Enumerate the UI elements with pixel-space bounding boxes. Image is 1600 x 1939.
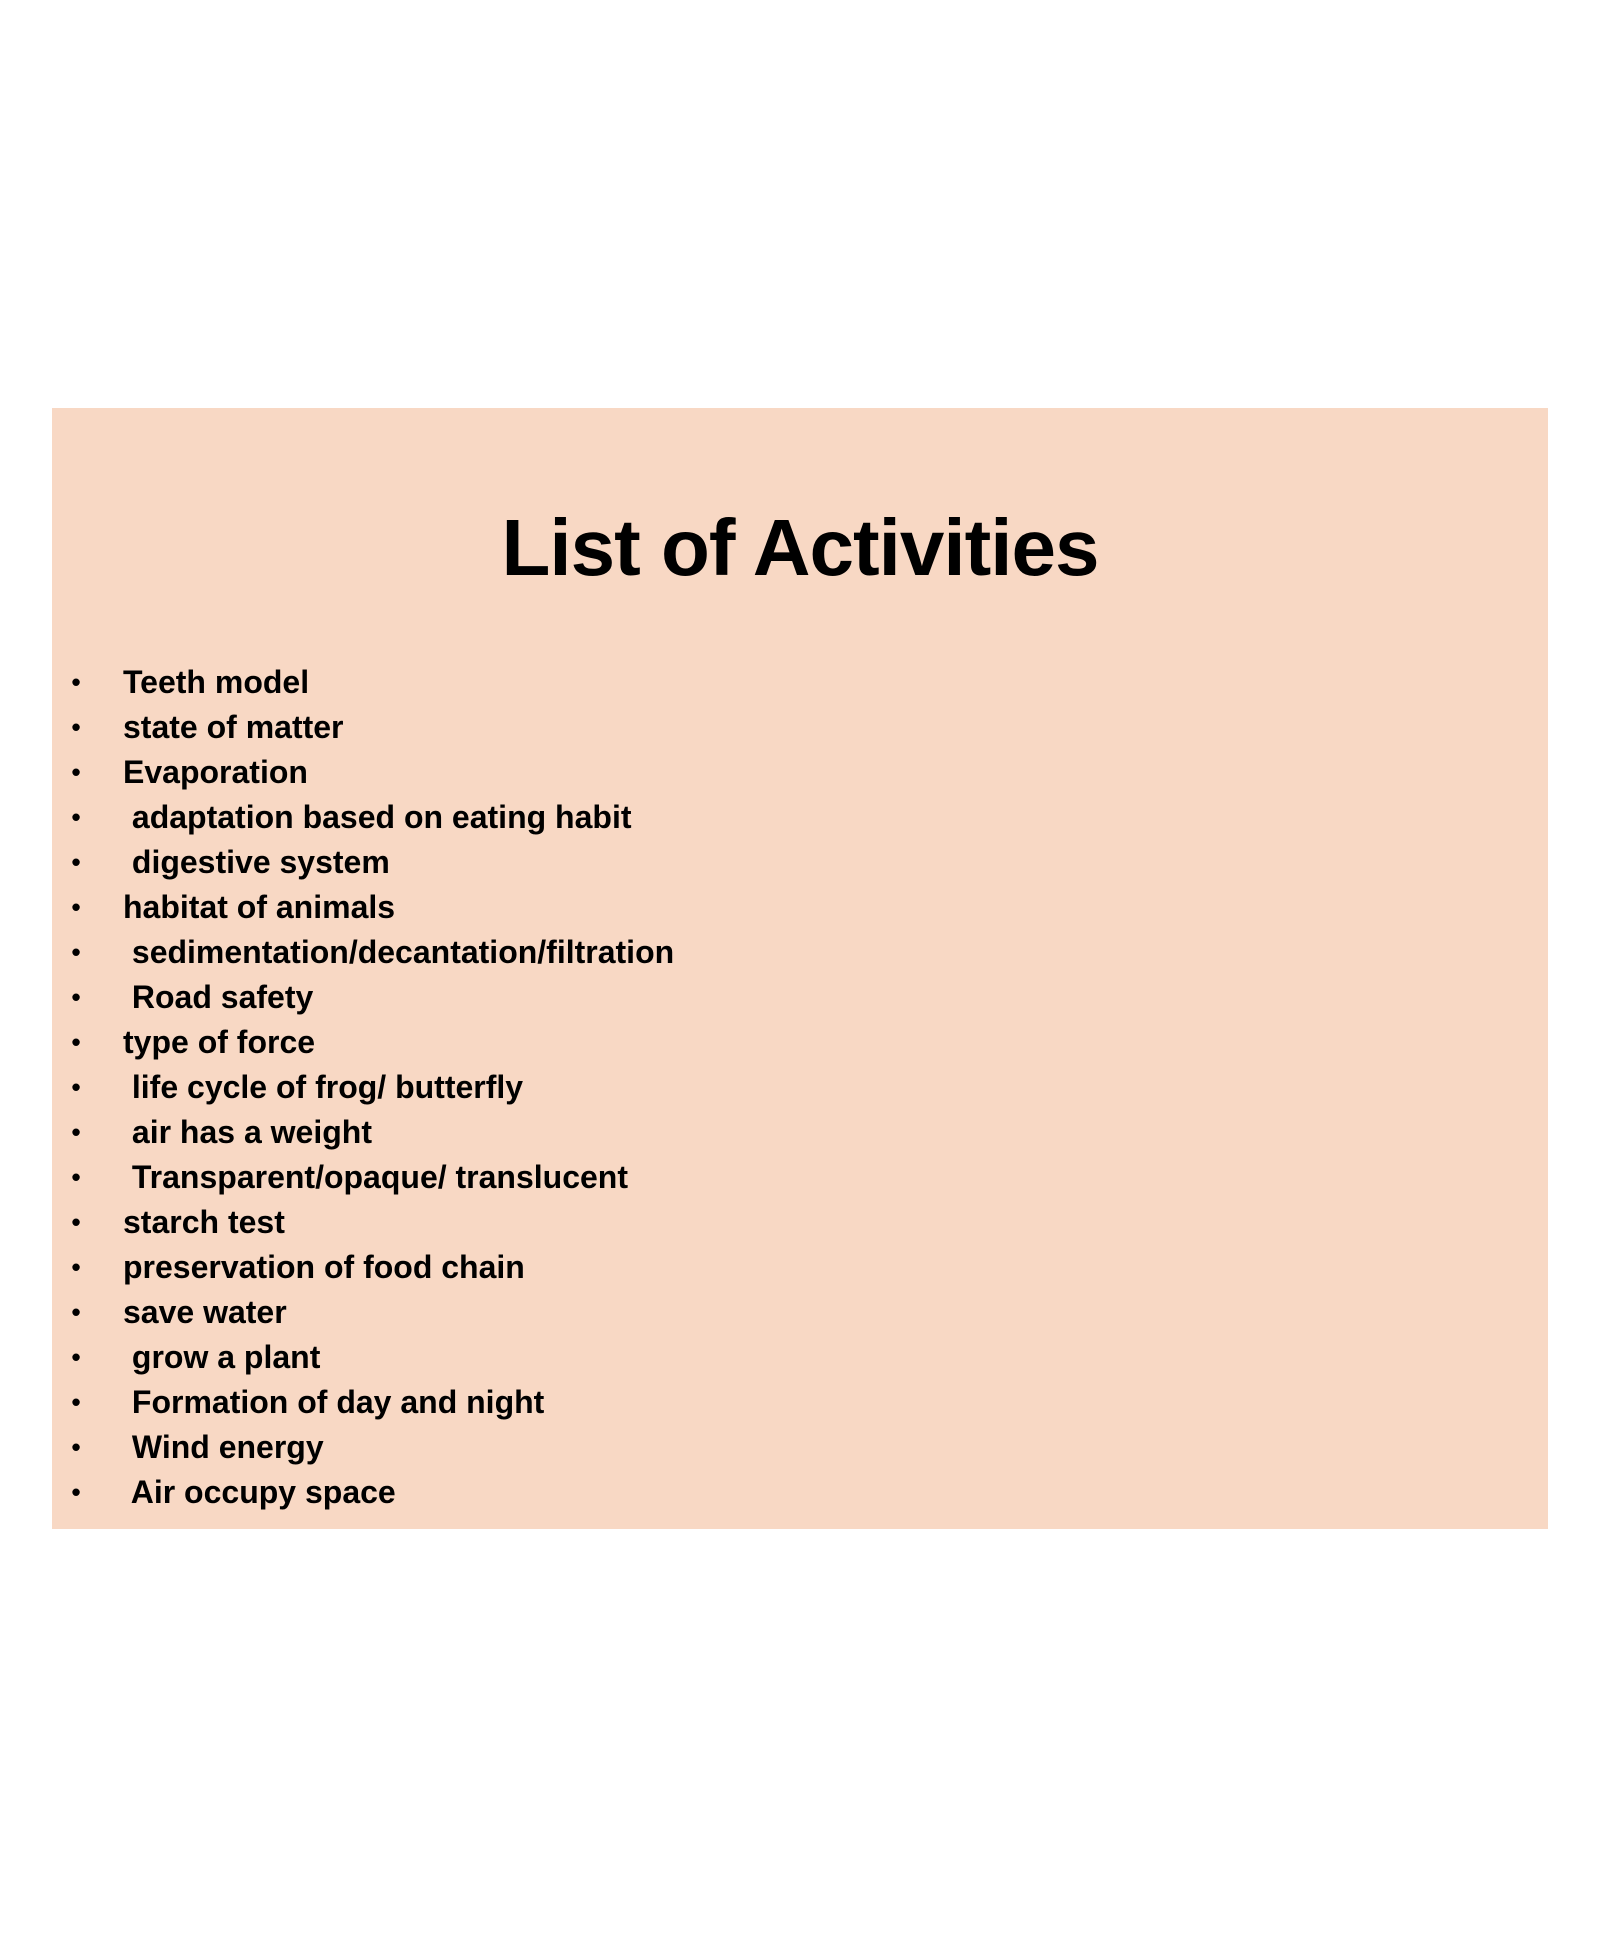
list-item-text: grow a plant — [123, 1339, 321, 1375]
list-item-text: type of force — [123, 1024, 316, 1060]
bullet-icon: • — [71, 667, 81, 697]
bullet-icon: • — [71, 1072, 81, 1102]
bullet-icon: • — [71, 712, 81, 742]
bullet-icon: • — [71, 1207, 81, 1237]
list-item-text: starch test — [123, 1204, 285, 1240]
bullet-icon: • — [71, 982, 81, 1012]
list-item-text: Formation of day and night — [123, 1384, 545, 1420]
bullet-icon: • — [71, 1027, 81, 1057]
bullet-icon: • — [71, 757, 81, 787]
list-item-text: Wind energy — [123, 1429, 324, 1465]
bullet-icon: • — [71, 892, 81, 922]
list-item-text: digestive system — [123, 844, 390, 880]
bullet-icon: • — [71, 1432, 81, 1462]
list-item-text: habitat of animals — [123, 889, 396, 925]
bullet-icon: • — [71, 1252, 81, 1282]
bullet-icon: • — [71, 937, 81, 967]
list-item-text: Road safety — [123, 979, 314, 1015]
bullet-icon: • — [71, 1297, 81, 1327]
bullet-icon: • — [71, 1162, 81, 1192]
list-item-text: save water — [123, 1294, 287, 1330]
list-item-text: Evaporation — [123, 754, 308, 790]
list-item-text: Teeth model — [123, 664, 310, 700]
list-item-text: air has a weight — [123, 1114, 372, 1150]
list-item-text: adaptation based on eating habit — [123, 799, 632, 835]
bullet-icon: • — [71, 1477, 81, 1507]
list-item-text: state of matter — [123, 709, 344, 745]
slide-title: List of Activities — [501, 503, 1099, 592]
list-item-text: Air occupy space — [123, 1474, 396, 1510]
list-item-text: life cycle of frog/ butterfly — [123, 1069, 524, 1105]
list-item-text: Transparent/opaque/ translucent — [123, 1159, 628, 1195]
bullet-icon: • — [71, 802, 81, 832]
list-item-text: sedimentation/decantation/filtration — [123, 934, 675, 970]
bullet-icon: • — [71, 1387, 81, 1417]
list-item-text: preservation of food chain — [123, 1249, 525, 1285]
bullet-icon: • — [71, 1342, 81, 1372]
slide — [52, 408, 1548, 1529]
bullet-icon: • — [71, 847, 81, 877]
bullet-icon: • — [71, 1117, 81, 1147]
